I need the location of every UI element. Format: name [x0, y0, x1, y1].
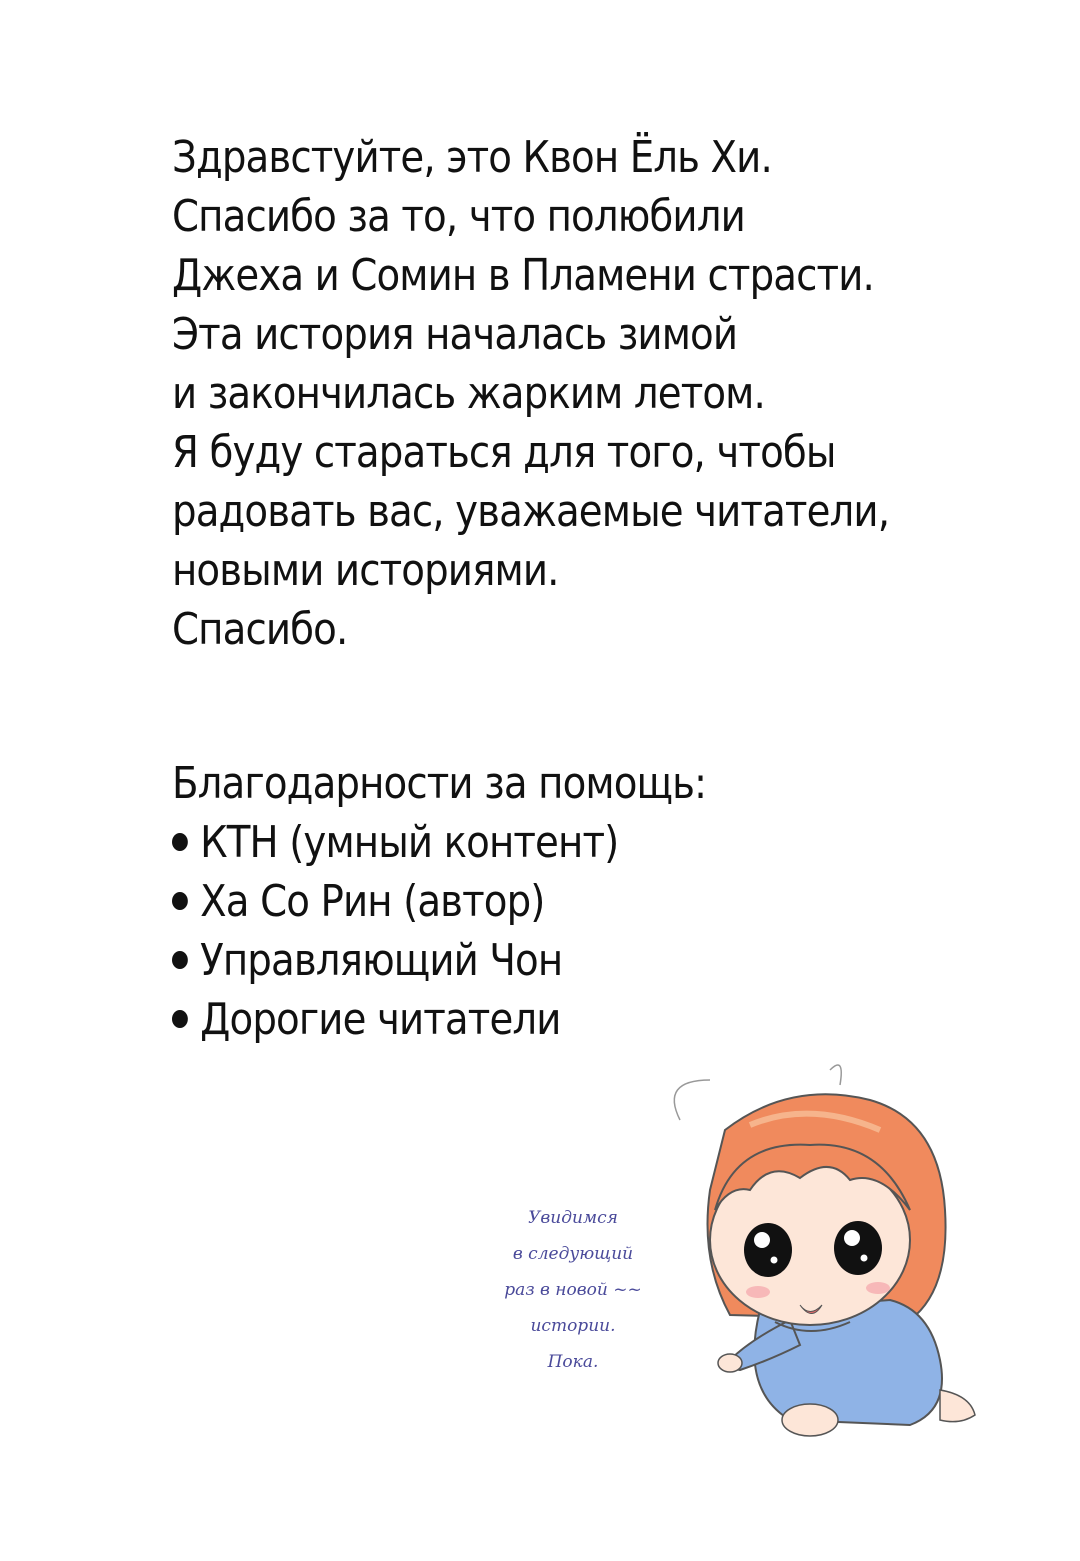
- thanks-item: [172, 931, 894, 990]
- handwritten-note: [488, 1200, 658, 1380]
- letter-line: Я буду стараться для того, чтобы: [172, 427, 836, 478]
- letter-line: Эта история началась зимой: [172, 309, 738, 360]
- letter-line: Джеха и Сомин в Пламени страсти.: [172, 250, 874, 301]
- note-line: Пока.: [547, 1352, 599, 1372]
- bullet-icon: [172, 951, 188, 969]
- bullet-icon: [172, 833, 188, 851]
- thanks-section: [172, 754, 992, 1049]
- letter-text: [172, 128, 992, 659]
- letter-line: новыми историями.: [172, 545, 559, 596]
- thanks-item-label: Дорогие читатели: [200, 994, 561, 1045]
- thanks-heading: Благодарности за помощь:: [172, 758, 707, 809]
- note-line: в следующий: [512, 1244, 634, 1264]
- thanks-item-label: Ха Со Рин (автор): [200, 876, 545, 927]
- thanks-item: [172, 813, 894, 872]
- note-line: раз в новой ~~: [504, 1280, 642, 1300]
- letter-line: Спасибо за то, что полюбили: [172, 191, 745, 242]
- bullet-icon: [172, 892, 188, 910]
- chibi-girl-illustration: [640, 1060, 1060, 1450]
- letter-line: Спасибо.: [172, 604, 348, 655]
- bullet-icon: [172, 1010, 188, 1028]
- thanks-item-label: Управляющий Чон: [200, 935, 563, 986]
- letter-line: радовать вас, уважаемые читатели,: [172, 486, 890, 537]
- thanks-item-label: КТН (умный контент): [200, 817, 619, 868]
- note-line: Увидимся: [528, 1208, 618, 1228]
- thanks-item: [172, 990, 894, 1049]
- letter-line: Здравстуйте, это Квон Ёль Хи.: [172, 132, 772, 183]
- letter-line: и закончилась жарким летом.: [172, 368, 765, 419]
- note-line: истории.: [530, 1316, 616, 1336]
- thanks-item: [172, 872, 894, 931]
